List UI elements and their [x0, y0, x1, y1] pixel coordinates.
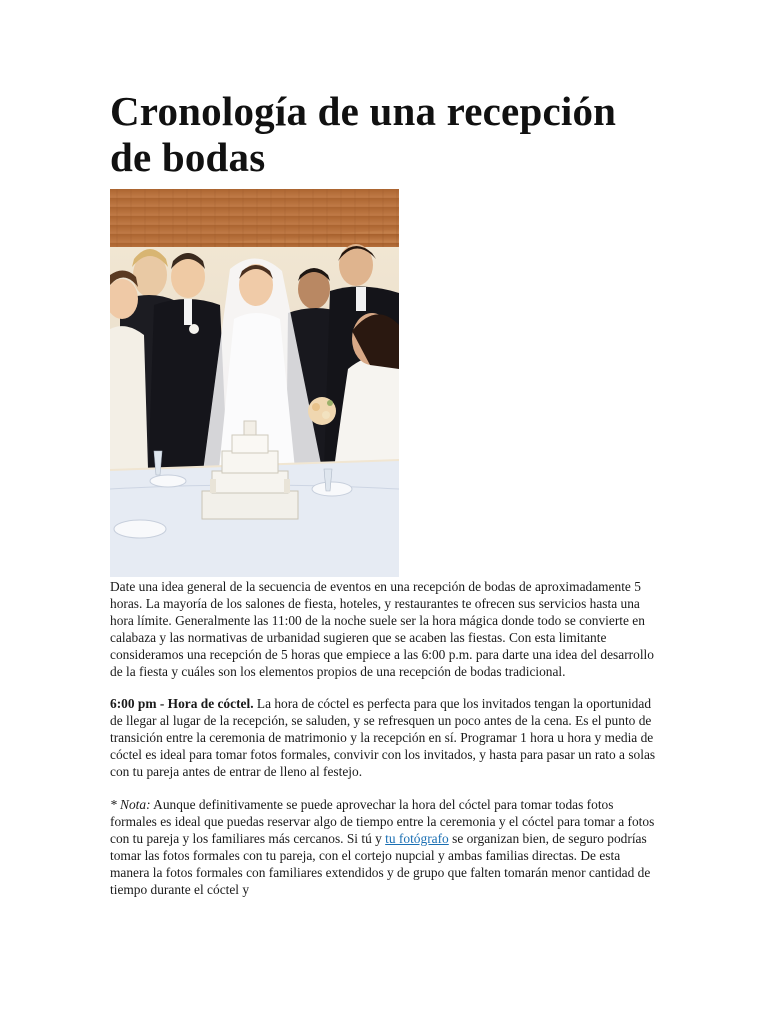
note-text-before: Aunque definitivamente se puede aprovechar la hora del cóctel para tomar todas fotos formales es ideal que puedas reservar algo de tiempo entre la ceremonia y el cóctel para tomar a fotos con tu pareja y los familiares más cercanos. Si tú y [110, 796, 655, 846]
note-paragraph [110, 797, 658, 898]
note-label: * Nota: [110, 796, 151, 812]
intro-paragraph: Date una idea general de la secuencia de eventos en una recepción de bodas de aproximadamente 5 horas. La mayoría de los salones de fiesta, hoteles, y restaurantes te ofrecen sus servicios hasta una hora límite. Generalmente las 11:00 de la noche suele ser la hora mágica donde todo se convierte en calabaza y las normativas de urbanidad sugieren que se acaben las fiestas. Con esta limitante consideramos una recepción de 5 horas que empiece a las 6:00 p.m. para darte una idea del desarrollo de la fiesta y cuáles son los elementos propios de una recepción de bodas tradicional. [110, 579, 654, 679]
photographer-link[interactable]: tu fotógrafo [385, 830, 449, 846]
note-text-after: se organizan bien, de seguro podrías tomar las fotos formales con tu pareja, con el cortejo nupcial y ambas familias directas. De esta manera la fotos formales con familiares extendidos y de grupo que falten tomarán menor cantidad de tiempo durante el cóctel y [110, 830, 651, 897]
cocktail-hour-heading: 6:00 pm - Hora de cóctel. [110, 696, 254, 712]
document-page [110, 88, 658, 898]
cocktail-hour-body: La hora de cóctel es perfecta para que los invitados tengan la oportunidad de llegar al lugar de la recepción, se saluden, y se refresquen un poco antes de la cena. Es el punto de transición entre la ceremonia de matrimonio y la recepción en sí. Programar 1 hora u hora y media de cóctel es ideal para tomar fotos formales, convivir con los invitados, y hasta para pasar un rato a solas con tu pareja antes de entrar de lleno al festejo. [110, 696, 656, 780]
article-title: Cronología de una recepción de bodas [110, 88, 617, 180]
cocktail-hour-paragraph [110, 696, 658, 781]
wedding-reception-photo [110, 189, 399, 577]
